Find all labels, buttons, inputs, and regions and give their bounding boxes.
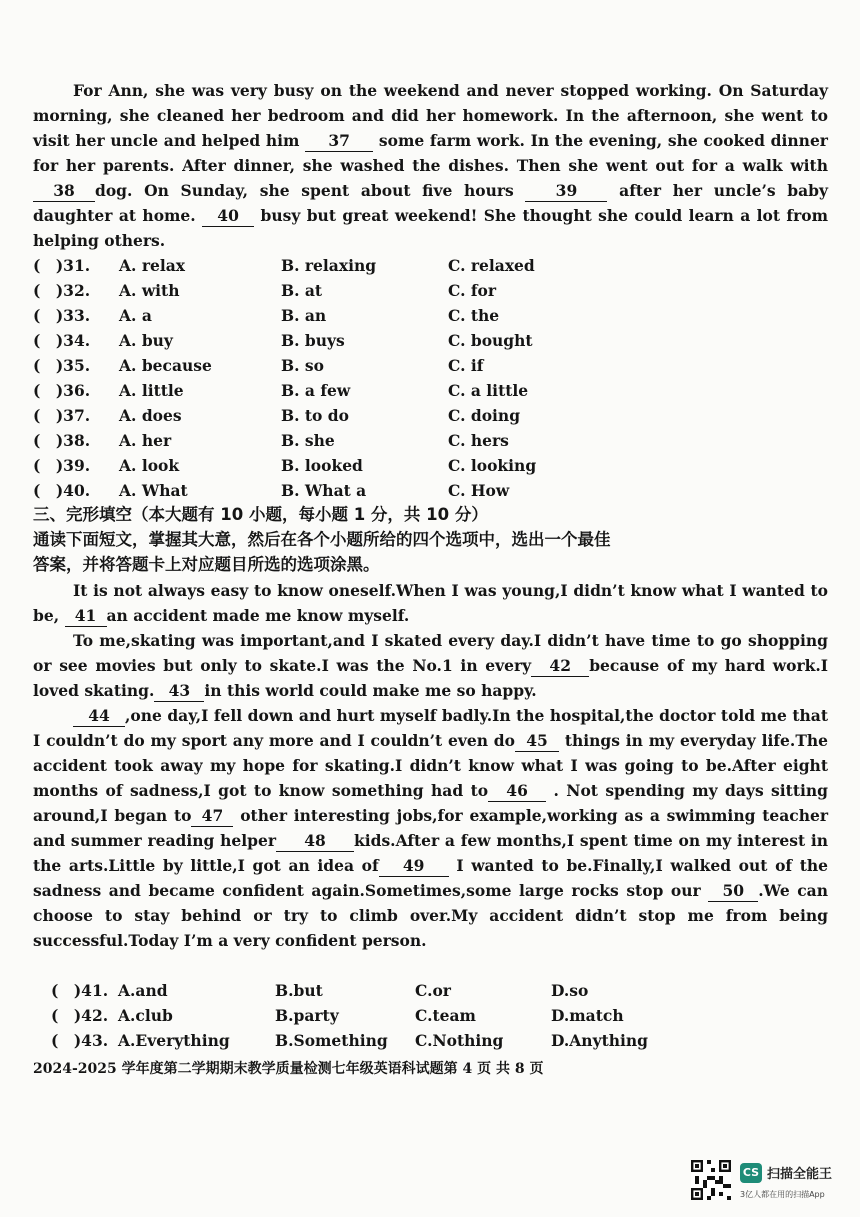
passage-text: because of my hard work.I loved skating. (33, 656, 829, 700)
question-number: ( )32. (33, 281, 91, 300)
option-b: B. an (281, 306, 327, 325)
option-c: C. looking (448, 456, 537, 475)
option-b: B.but (275, 981, 323, 1000)
option-b: B. relaxing (281, 256, 377, 275)
section-instruction: 通读下面短文，掌握其大意，然后在各个小题所给的四个选项中，选出一个最佳 (33, 530, 611, 549)
blank-38: 38 (33, 181, 95, 202)
option-b: B.party (275, 1006, 339, 1025)
passage-text: things in my everyday life.The accident took away my hope for skating.I didn’t know what I was going to be.After eight months of sadness,I got to know something had to (33, 731, 828, 800)
option-d: D.Anything (551, 1031, 649, 1050)
passage-ann (33, 78, 828, 253)
question-number: ( )42. (51, 1006, 109, 1025)
option-b: B. buys (281, 331, 345, 350)
option-a: A. a (119, 306, 152, 325)
blank-47: 47 (191, 806, 233, 827)
option-c: C. doing (448, 406, 521, 425)
question-number: ( )40. (33, 481, 91, 500)
passage-text: after her uncle’s baby daughter at home. (33, 181, 828, 225)
camscanner-logo: CS (740, 1163, 762, 1183)
passage-text: dog. On Sunday, she spent about five hours (95, 181, 514, 200)
option-c: C. How (448, 481, 510, 500)
question-number: ( )37. (33, 406, 91, 425)
blank-46: 46 (488, 781, 546, 802)
scanner-tagline: 3亿人都在用的扫描App (740, 1190, 825, 1199)
option-a: A. her (119, 431, 172, 450)
passage-text: . Not spending my days sitting around,I began to (33, 781, 828, 825)
option-b: B. looked (281, 456, 363, 475)
question-number: ( )41. (51, 981, 109, 1000)
question-number: ( )43. (51, 1031, 109, 1050)
option-b: B. so (281, 356, 324, 375)
question-number: ( )39. (33, 456, 91, 475)
blank-49: 49 (379, 856, 449, 877)
question-number: ( )35. (33, 356, 91, 375)
option-a: A. What (119, 481, 188, 500)
passage-text: some farm work. In the evening, she cooked dinner for her parents. After dinner, she washed the dishes. Then she went out for a walk with (33, 131, 828, 175)
question-number: ( )34. (33, 331, 91, 350)
page-footer (33, 1058, 543, 1078)
blank-48: 48 (276, 831, 354, 852)
paragraph (33, 578, 828, 628)
option-d: D.so (551, 981, 589, 1000)
option-c: C.or (415, 981, 451, 1000)
option-b: B. to do (281, 406, 349, 425)
option-b: B. a few (281, 381, 351, 400)
option-c: C.team (415, 1006, 476, 1025)
passage-text: I wanted to be.Finally,I walked out of the sadness and became confident again.Sometimes,some large rocks stop our (33, 856, 828, 900)
qr-code-icon (691, 1160, 731, 1200)
section-instruction: 答案，并将答题卡上对应题目所选的选项涂黑。 (33, 555, 380, 574)
option-a: A. with (119, 281, 180, 300)
blank-37: 37 (305, 131, 373, 152)
option-b: B. she (281, 431, 335, 450)
option-b: B. at (281, 281, 323, 300)
blank-45: 45 (515, 731, 559, 752)
question-number: ( )31. (33, 256, 91, 275)
option-b: B. What a (281, 481, 367, 500)
option-c: C. bought (448, 331, 533, 350)
option-a: A. because (119, 356, 212, 375)
option-c: C. relaxed (448, 256, 535, 275)
blank-40: 40 (202, 206, 254, 227)
blank-44: 44 (73, 706, 125, 727)
option-a: A.club (118, 1006, 173, 1025)
section-heading: 三、完形填空（本大题有 10 小题，每小题 1 分，共 10 分） (33, 505, 488, 524)
option-c: C. the (448, 306, 500, 325)
option-a: A.Everything (118, 1031, 230, 1050)
passage-text: It is not always easy to know oneself.When I was young,I didn’t know what I wanted to be, (33, 581, 828, 625)
passage-text: ,one day,I fell down and hurt myself badly.In the hospital,the doctor told me that I couldn’t do my sport any more and I couldn’t even do (33, 706, 828, 750)
question-number: ( )36. (33, 381, 91, 400)
blank-43: 43 (154, 681, 204, 702)
paragraph (33, 703, 828, 953)
blank-42: 42 (531, 656, 589, 677)
passage-text: an accident made me know myself. (106, 606, 410, 625)
footer-title: 2024-2025 学年度第二学期期末教学质量检测七年级英语科试题 (33, 1061, 444, 1077)
option-a: A. buy (119, 331, 173, 350)
passage-text: To me,skating was important,and I skated every day.I didn’t have time to go shopping or see movies but only to skate.I was the No.1 in every (33, 631, 828, 675)
scanner-app-name: 扫描全能王 (767, 1167, 833, 1182)
option-c: C. for (448, 281, 497, 300)
option-d: D.match (551, 1006, 624, 1025)
blank-39: 39 (525, 181, 607, 202)
blank-50: 50 (708, 881, 758, 902)
option-a: A. little (119, 381, 184, 400)
option-c: C.Nothing (415, 1031, 504, 1050)
passage-text: busy but great weekend! She thought she could learn a lot from helping others. (33, 206, 828, 250)
passage-text: other interesting jobs,for example,working as a swimming teacher and summer reading helper (33, 806, 828, 850)
option-a: A. does (119, 406, 182, 425)
question-number: ( )33. (33, 306, 91, 325)
question-number: ( )38. (33, 431, 91, 450)
passage-skating (33, 578, 828, 953)
option-a: A. look (119, 456, 180, 475)
option-a: A.and (118, 981, 168, 1000)
page-number: 第 4 页 共 8 页 (443, 1061, 544, 1077)
passage-text: kids.After a few months,I spent time on my interest in the arts.Little by little,I got an idea of (33, 831, 828, 875)
option-c: C. hers (448, 431, 509, 450)
option-b: B.Something (275, 1031, 388, 1050)
paragraph (33, 628, 828, 703)
option-c: C. a little (448, 381, 529, 400)
blank-41: 41 (65, 606, 107, 627)
passage-text: For Ann, she was very busy on the weekend and never stopped working. On Saturday morning, she cleaned her bedroom and did her homework. In the afternoon, she went to visit her uncle and helped him (33, 81, 828, 150)
option-a: A. relax (119, 256, 186, 275)
passage-text: in this world could make me so happy. (204, 681, 537, 700)
option-c: C. if (448, 356, 484, 375)
passage-text: .We can choose to stay behind or try to climb over.My accident didn’t stop me from being successful.Today I’m a very confident person. (33, 881, 828, 950)
